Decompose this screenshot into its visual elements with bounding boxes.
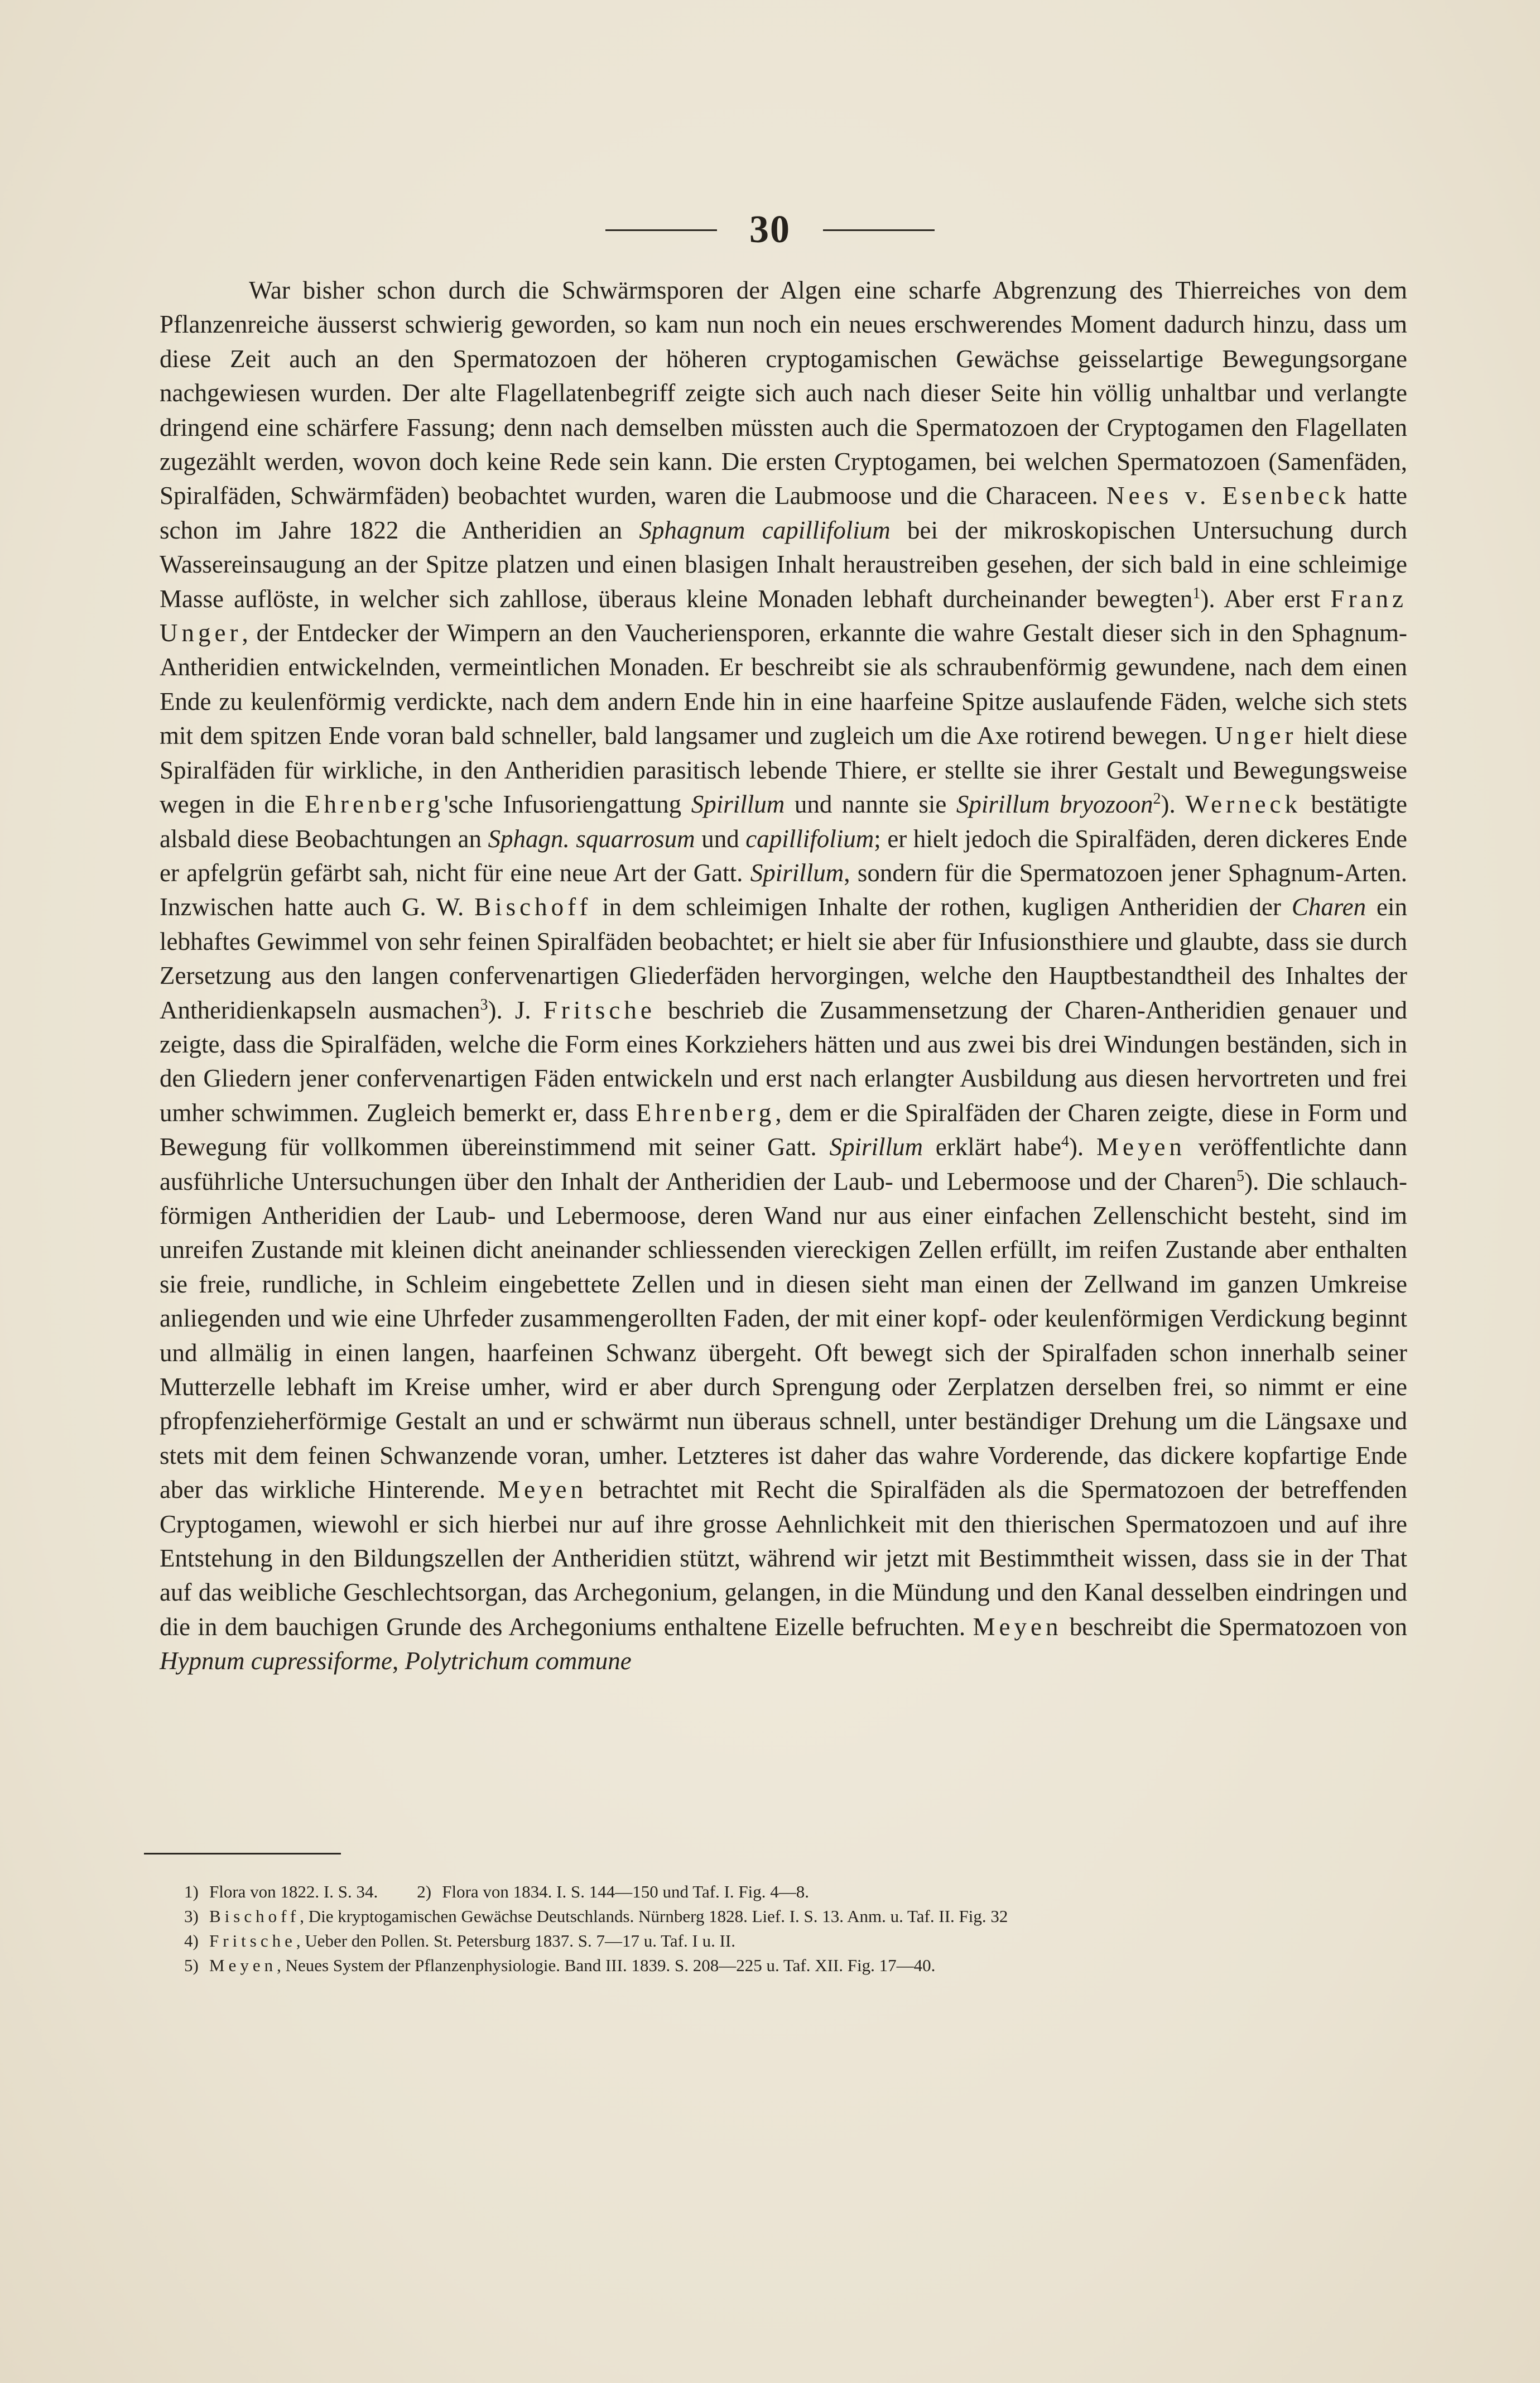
text-run: beschreibt die Spermatozoen von (1069, 1612, 1408, 1641)
text-run: betrachtet mit Recht die Spiralfäden als die Spermatozoen der betreffenden Cryptogamen, wiewohl er sich hierbei nur auf ihre grosse Aehnlichkeit mit den thierischen Spermatozoen und auf ihre Entstehung in den Bildungszellen der Antheridien stützt, während wir jetzt mit Bestimmtheit wissen, dass sie in der That auf das weibliche Geschlechtsorgan, das Archegonium, gelangen, in die Mündung und den Kanal desselben eindringen und die in dem bauchigen Grunde des Archegoniums enthaltene Eizelle befruchten. (160, 1476, 1408, 1641)
author-name: Bischoff (474, 893, 592, 921)
text-run: hielt diese Spiralfäden für wirkliche, in den Antheridien parasitisch lebende Thiere, er stellte sie ihrer Gestalt und Bewegungsweise wegen in die (160, 722, 1408, 819)
text-run: veröffentlichte dann ausführliche Untersuchungen über den Inhalt der Antheridien der Laub- und Lebermoose und der Charen (160, 1133, 1408, 1195)
body-paragraph (160, 273, 1407, 1679)
footnote-mark: 1) (184, 1882, 199, 1901)
text-run: in dem schleimigen Inhalte der rothen, kugligen Antheridien der (602, 893, 1281, 921)
footnote-mark: 2) (417, 1882, 432, 1901)
text-run: und (701, 824, 739, 853)
author-name: Werneck (1185, 790, 1302, 819)
text-run: ). (1161, 790, 1176, 819)
genus-name: Spirillum (829, 1133, 923, 1161)
footnote-author: Fritsche (209, 1931, 296, 1950)
footnote-author: Bischoff (209, 1906, 300, 1926)
footnote-5 (184, 1953, 1412, 1978)
header-rule-right (823, 229, 935, 231)
footnote-text: Flora von 1834. I. S. 144—150 und Taf. I. Fig. 4—8. (442, 1882, 809, 1901)
species-name: capillifolium (745, 824, 874, 853)
author-name: Meyen (973, 1612, 1062, 1641)
text-run: bei der mikroskopischen Untersuchung durch Wassereinsaugung an der Spitze platzen und einen blasigen Inhalt heraustreiben gesehen, der sich bald in eine schleimige Masse auflöste, in welcher sich zahllose, überaus kleine Monaden lebhaft durcheinander bewegten (160, 516, 1407, 613)
text-run: , (392, 1647, 399, 1675)
page-number: 30 (749, 208, 791, 251)
species-name: Hypnum cupressiforme (160, 1647, 393, 1675)
author-name: Meyen (498, 1476, 588, 1504)
footnote-4 (184, 1929, 1412, 1953)
footnote-mark: 4) (184, 1931, 199, 1950)
footnote-3 (184, 1904, 1412, 1929)
text-run: War bisher schon durch die Schwärmsporen der Algen eine scharfe Abgrenzung des Thierreiches von dem Pflanzenreiche äusserst schwierig geworden, so kam nun noch ein neues erschwerendes Moment dadurch hinzu, dass um diese Zeit auch an den Spermatozoen der höheren cryptogamischen Gewächse geisselartige Bewegungsorgane nachgewiesen wurden. Der alte Flagellatenbegriff zeigte sich auch nach dieser Seite hin völlig unhaltbar und verlangte dringend eine schärfere Fassung; denn nach demselben müssten auch die Spermatozoen der Cryptogamen den Flagellaten zugezählt werden, wovon doch keine Rede sein kann. Die ersten Cryptogamen, bei welchen Spermatozoen (Samenfäden, Spiralfäden, Schwärmfäden) beobachtet wurden, waren die Laubmoose und die Characeen. (160, 276, 1407, 510)
footnote-ref: 4 (1061, 1133, 1069, 1151)
author-name: Meyen (1096, 1133, 1186, 1161)
footnote-ref: 1 (1192, 584, 1201, 602)
footnotes (184, 1880, 1412, 1978)
text-run: erklärt habe (935, 1133, 1061, 1161)
text-run: ). Die schlauchförmigen Antheridien der Laub- und Lebermoose, deren Wand nur aus einer einfachen Zellenschicht besteht, sind im unreifen Zustande mit kleinen dicht aneinander schliessenden viereckigen Zellen erfüllt, im reifen Zustande aber enthalten sie freie, rundliche, in Schleim eingebettete Zellen und in diesen sieht man einen der Zellwand im ganzen Umkreise anliegenden und wie eine Uhrfeder zusammengerollten Faden, der mit einer kopf- oder keulenförmigen Verdickung beginnt und allmälig in einen langen, haarfeinen Schwanz übergeht. Oft bewegt sich der Spiralfaden schon innerhalb seiner Mutterzelle lebhaft im Kreise umher, wird er aber durch Sprengung oder Zerplatzen derselben frei, so nimmt er eine pfropfenzieherförmige Gestalt an und er schwärmt nun überaus schnell, unter beständiger Drehung um die Längsaxe und stets mit dem feinen Schwanzende voran, umher. Letzteres ist daher das wahre Vorderende, das dickere kopfartige Ende aber das wirkliche Hinterende. (160, 1167, 1407, 1504)
footnote-text: , Die kryptogamischen Gewächse Deutschlands. Nürnberg 1828. Lief. I. S. 13. Anm. u. Taf. II. Fig. 32 (300, 1906, 1008, 1926)
page-header (0, 208, 1540, 258)
text-run: ). J. (488, 996, 531, 1024)
text-run: 'sche Infusoriengattung (444, 790, 682, 819)
text-run: bestätigte alsbald diese Beobachtungen an (160, 790, 1408, 853)
footnote-text: Flora von 1822. I. S. 34. (209, 1882, 378, 1901)
text-run: hatte schon im Jahre 1822 die Antheridien an (160, 482, 1408, 544)
species-name: Sphagn. squarrosum (488, 824, 695, 853)
author-name: Fritsche (543, 996, 656, 1024)
footnote-text: , Ueber den Pollen. St. Petersburg 1837. S. 7—17 u. Taf. I u. II. (296, 1931, 735, 1950)
text-run: ; er hielt jedoch die Spiralfäden, deren dickeres Ende er apfelgrün gefärbt sah, nicht für eine neue Art der Gatt. (160, 824, 1407, 887)
footnote-mark: 5) (184, 1956, 199, 1975)
text-run: , der Entdecker der Wimpern an den Vaucheriensporen, erkannte die wahre Gestalt dieser sich in den Sphagnum-Antheridien entwickelnden, vermeintlichen Monaden. Er beschreibt sie als schraubenförmig gewundene, nach dem einen Ende zu keulenförmig verdickte, nach dem andern Ende hin in eine haarfeine Spitze auslaufende Fäden, welche sich stets mit dem spitzen Ende voran bald schneller, bald langsamer und zugleich um die Axe rotirend bewegen. (160, 619, 1407, 750)
footnote-1-2 (184, 1880, 1412, 1904)
text-run: beschrieb die Zusammensetzung der Charen-Antheridien genauer und zeigte, dass die Spiralfäden, welche die Form eines Korkziehers hätten und aus zwei bis drei Windungen beständen, sich in den Gliedern jener confervenartigen Fäden entwickeln und erst nach erlangter Ausbildung aus diesen hervortreten und frei umher schwimmen. Zugleich bemerkt er, dass (160, 996, 1408, 1127)
footnote-ref: 3 (480, 996, 488, 1013)
footnote-separator (144, 1853, 341, 1854)
author-name: Ehrenberg (305, 790, 444, 819)
text-run: , sondern für die Spermatozoen jener Sphagnum-Arten. Inzwischen hatte auch G. W. (160, 858, 1407, 921)
author-name: Franz Unger (160, 584, 1408, 647)
species-name: Polytrichum commune (405, 1647, 632, 1675)
author-name: Ehrenberg (636, 1098, 776, 1127)
author-name: Unger (1214, 722, 1297, 750)
genus-name: Spirillum (691, 790, 785, 819)
footnote-author: Meyen (209, 1956, 277, 1975)
text-run: und nannte sie (794, 790, 947, 819)
footnote-ref: 2 (1153, 790, 1161, 808)
footnote-ref: 5 (1236, 1167, 1245, 1185)
footnote-text: , Neues System der Pflanzenphysiologie. Band III. 1839. S. 208—225 u. Taf. XII. Fig. 17—40. (277, 1956, 936, 1975)
species-name: Spirillum bryozoon (956, 790, 1153, 819)
footnote-mark: 3) (184, 1906, 199, 1926)
genus-name: Spirillum (750, 858, 844, 887)
text-run: ). (1069, 1133, 1084, 1161)
text-run: ). Aber erst (1200, 584, 1321, 613)
text-run: ein lebhaftes Gewimmel von sehr feinen Spiralfäden beobachtet; er hielt sie aber für Infusionsthiere und glaubte, dass sie durch Zersetzung aus den langen confervenartigen Gliederfäden hervorgingen, welche den Hauptbestandtheil des Inhaltes der Antheridienkapseln ausmachen (160, 893, 1408, 1024)
author-name: Nees v. Esenbeck (1106, 482, 1350, 510)
genus-name: Charen (1291, 893, 1366, 921)
header-rule-left (605, 229, 717, 231)
text-run: , dem er die Spiralfäden der Charen zeigte, diese in Form und Bewegung für vollkommen übereinstimmend mit seiner Gatt. (160, 1098, 1407, 1161)
species-name: Sphagnum capillifolium (639, 516, 891, 544)
